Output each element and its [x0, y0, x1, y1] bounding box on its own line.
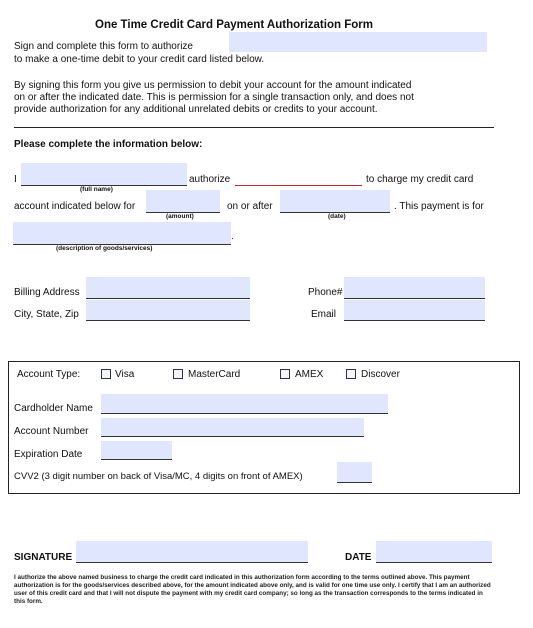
auth-i-label: I: [14, 174, 17, 185]
city-state-zip-field[interactable]: [86, 300, 250, 321]
visa-label: Visa: [115, 369, 135, 380]
intro-para-line1: By signing this form you give us permission to debit your account for the amount indicated: [14, 80, 412, 91]
signature-label: SIGNATURE: [14, 552, 73, 563]
auth-charge-label: to charge my credit card: [366, 174, 474, 185]
account-indicated-label: account indicated below for: [14, 201, 136, 212]
on-or-after-label: on or after: [227, 201, 273, 212]
payment-for-label: . This payment is for: [394, 201, 484, 212]
section-heading: Please complete the information below:: [14, 139, 203, 150]
phone-label: Phone#: [308, 287, 343, 298]
signature-field[interactable]: [76, 541, 308, 563]
visa-checkbox[interactable]: [101, 369, 111, 379]
cvv2-label: CVV2 (3 digit number on back of Visa/MC, 4 digits on front of AMEX): [14, 471, 303, 482]
discover-label: Discover: [361, 369, 400, 380]
amount-caption: (amount): [166, 213, 194, 220]
intro-para-line2: on or after the indicated date. This is permission for a single transaction only, and does not: [14, 92, 414, 103]
account-number-label: Account Number: [14, 426, 89, 437]
business-authorize-field[interactable]: [235, 163, 362, 186]
full-name-field[interactable]: [21, 163, 187, 186]
amex-checkbox[interactable]: [280, 369, 290, 379]
mastercard-checkbox[interactable]: [173, 369, 183, 379]
expiration-date-field[interactable]: [101, 441, 172, 460]
account-type-label: Account Type:: [17, 369, 81, 380]
email-field[interactable]: [344, 300, 485, 321]
date-caption: (date): [328, 213, 346, 220]
full-name-caption: (full name): [80, 186, 113, 193]
account-number-field[interactable]: [101, 418, 364, 437]
amount-field[interactable]: [146, 190, 220, 213]
intro-line2: to make a one-time debit to your credit card listed below.: [14, 54, 265, 65]
signature-date-field[interactable]: [376, 541, 492, 563]
date-label: DATE: [345, 552, 372, 563]
divider: [14, 127, 494, 128]
business-name-field[interactable]: [229, 32, 487, 52]
billing-address-field[interactable]: [86, 277, 250, 299]
description-period: .: [231, 231, 234, 242]
cardholder-name-label: Cardholder Name: [14, 403, 93, 414]
billing-address-label: Billing Address: [14, 287, 80, 298]
intro-para-line3: provide authorization for any additional unrelated debits or credits to your account.: [14, 104, 378, 115]
discover-checkbox[interactable]: [346, 369, 356, 379]
expiration-date-label: Expiration Date: [14, 449, 83, 460]
description-field[interactable]: [13, 222, 231, 245]
amex-label: AMEX: [295, 369, 324, 380]
mastercard-label: MasterCard: [188, 369, 241, 380]
email-label: Email: [311, 309, 337, 320]
description-caption: (description of goods/services): [56, 245, 153, 252]
city-state-zip-label: City, State, Zip: [14, 309, 79, 320]
date-field[interactable]: [280, 190, 390, 213]
legal-disclaimer: I authorize the above named business to charge the credit card indicated in this authorization form according to the terms outlined above. This payment authorization is for the goods/services described above, for the amount indicated above only, and is valid for one time use only. I certify that I am an authorized user of this credit card and that I will not dispute the payment with my credit card company; so long as the transaction corresponds to the terms indicated in this form.: [14, 574, 491, 605]
intro-line1: Sign and complete this form to authorize: [14, 41, 193, 52]
cardholder-name-field[interactable]: [101, 394, 388, 414]
cvv2-field[interactable]: [337, 462, 372, 483]
form-title: One Time Credit Card Payment Authorization Form: [95, 19, 373, 31]
auth-authorize-label: authorize: [189, 174, 231, 185]
phone-field[interactable]: [344, 277, 485, 299]
